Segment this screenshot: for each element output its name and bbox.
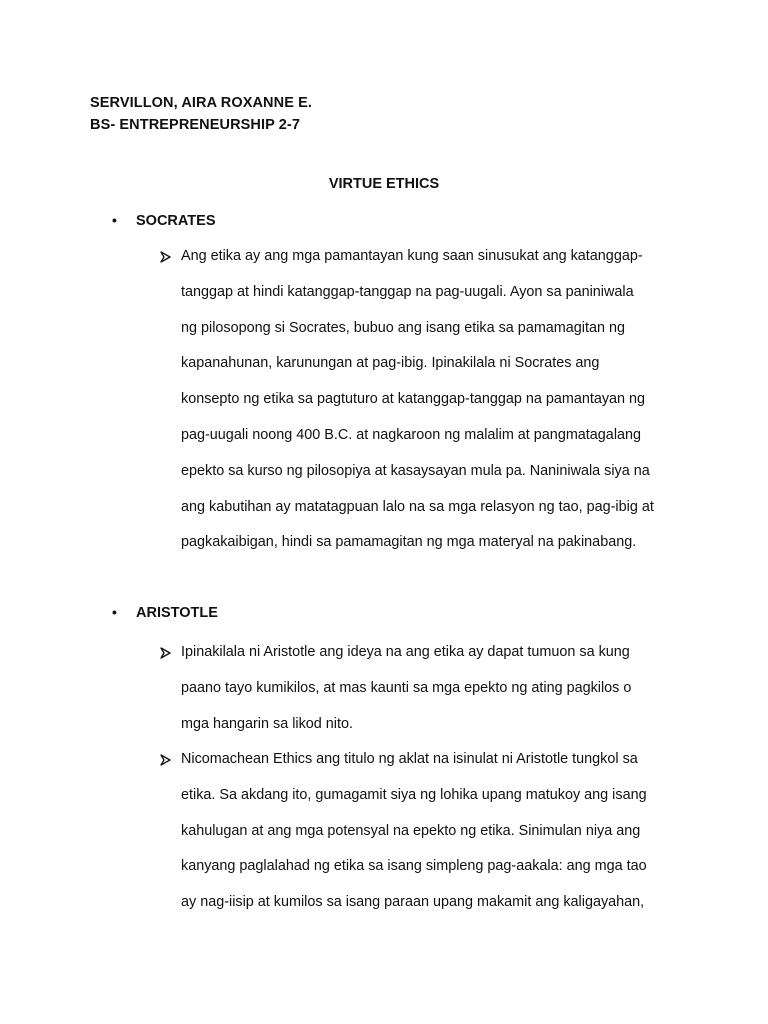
author-header [90, 92, 312, 136]
text-line: tanggap at hindi katanggap-tanggap na pag-uugali. Ayon sa paniniwala [181, 283, 634, 300]
bullet-icon: • [112, 212, 117, 228]
text-line: konsepto ng etika sa pagtuturo at katanggap-tanggap na pamantayan ng [181, 391, 646, 408]
text-line: paano tayo kumikilos, at mas kaunti sa mga epekto ng ating pagkilos o [181, 679, 632, 696]
text-line: pag-uugali noong 400 B.C. at nagkaroon ng malalim at pangmatagalang [181, 426, 642, 443]
text-line: Ipinakilala ni Aristotle ang ideya na ang etika ay dapat tumuon sa kung [181, 644, 630, 660]
arrow-bullet-icon [160, 635, 178, 671]
section-heading-label: ARISTOTLE [136, 605, 218, 621]
text-line: Ang etika ay ang mga pamantayan kung saan sinusukat ang katanggap- [181, 248, 643, 264]
paragraph-text [181, 742, 690, 921]
section-heading-socrates [112, 210, 216, 231]
text-line: etika. Sa akdang ito, gumagamit siya ng lohika upang matukoy ang isang [181, 786, 647, 803]
text-line: Nicomachean Ethics ang titulo ng aklat na isinulat ni Aristotle tungkol sa [181, 751, 638, 767]
arrow-bullet-icon [160, 742, 178, 778]
list-item [160, 742, 690, 921]
list-item [160, 239, 690, 561]
paragraph-text [181, 239, 690, 561]
text-line: ang kabutihan ay matatagpuan lalo na sa mga relasyon ng tao, pag-ibig at [181, 498, 654, 515]
section-heading-label: SOCRATES [136, 213, 216, 229]
text-line: kanyang paglalahad ng etika sa isang simpleng pag-aakala: ang mga tao [181, 858, 647, 875]
text-line: kahulugan at ang mga potensyal na epekto ng etika. Sinimulan niya ang [181, 822, 641, 839]
paragraph-text [181, 635, 690, 742]
text-line: kapanahunan, karunungan at pag-ibig. Ipinakilala ni Socrates ang [181, 355, 600, 372]
document-title: VIRTUE ETHICS [328, 176, 440, 192]
text-line: mga hangarin sa likod nito. [181, 715, 353, 732]
list-item [160, 635, 690, 742]
author-name: SERVILLON, AIRA ROXANNE E. [90, 95, 313, 111]
section-heading-aristotle [112, 602, 218, 623]
arrow-bullet-icon [160, 239, 178, 275]
bullet-icon: • [112, 604, 117, 620]
text-line: ng pilosopong si Socrates, bubuo ang isang etika sa pamamagitan ng [181, 319, 626, 336]
text-line: ay nag-iisip at kumilos sa isang paraan upang makamit ang kaligayahan, [181, 894, 645, 911]
text-line: epekto sa kurso ng pilosopiya at kasaysayan mula pa. Naniniwala siya na [181, 462, 650, 479]
author-course: BS- ENTREPRENEURSHIP 2-7 [90, 117, 301, 133]
text-line: pagkakaibigan, hindi sa pamamagitan ng mga materyal na pakinabang. [181, 534, 637, 551]
